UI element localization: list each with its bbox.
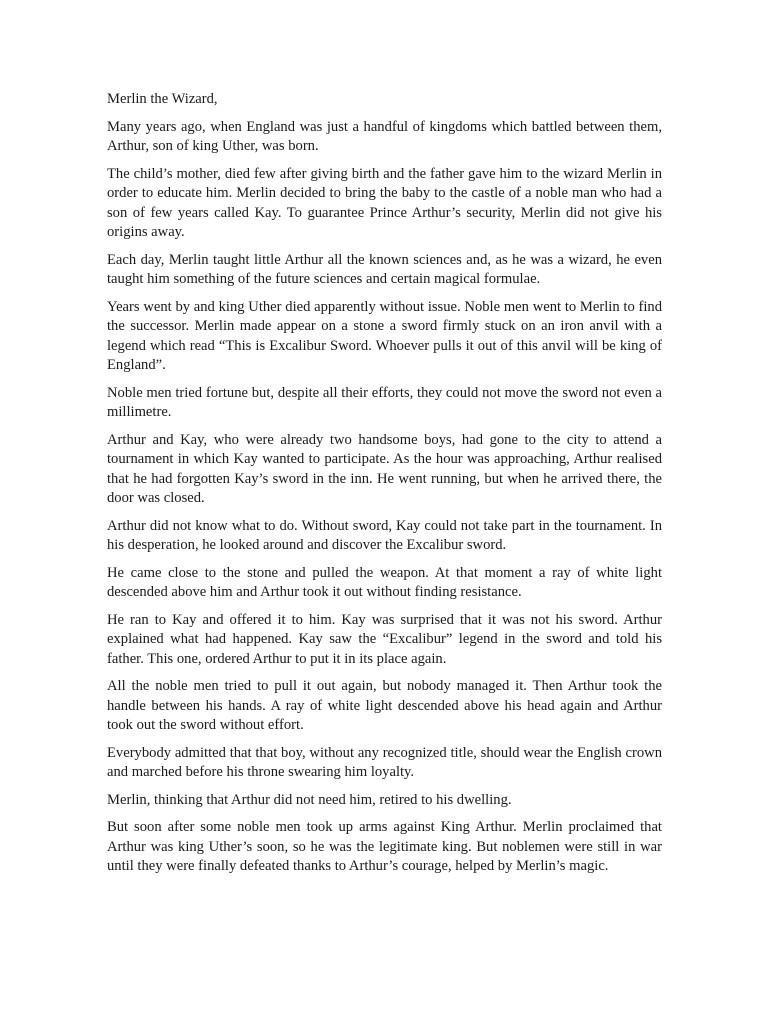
paragraph: Noble men tried fortune but, despite all their efforts, they could not move the sword not even a millimetre. [107,384,662,420]
paragraph: Arthur did not know what to do. Without sword, Kay could not take part in the tournament. In his desperation, he looked around and discover the Excalibur sword. [107,517,662,553]
paragraph: Many years ago, when England was just a handful of kingdoms which battled between them, Arthur, son of king Uther, was born. [107,118,662,154]
paragraph: But soon after some noble men took up arms against King Arthur. Merlin proclaimed that Arthur was king Uther’s soon, so he was the legitimate king. But noblemen were still in war until they were finally defeated thanks to Arthur’s courage, helped by Merlin’s magic. [107,819,662,874]
paragraph: The child’s mother, died few after giving birth and the father gave him to the wizard Merlin in order to educate him. Merlin decided to bring the baby to the castle of a noble man who had a son of few years called Kay. To guarantee Prince Arthur’s security, Merlin did not give his origins away. [107,165,662,240]
paragraph: All the noble men tried to pull it out again, but nobody managed it. Then Arthur took the handle between his hands. A ray of white light descended above his head again and Arthur took out the sword without effort. [107,678,662,733]
paragraph: Merlin, thinking that Arthur did not need him, retired to his dwelling. [107,791,512,808]
paragraph: Everybody admitted that that boy, without any recognized title, should wear the English crown and marched before his throne swearing him loyalty. [107,744,662,780]
paragraph: Years went by and king Uther died apparently without issue. Noble men went to Merlin to find the successor. Merlin made appear on a stone a sword firmly stuck on an iron anvil with a legend which read “This is Excalibur Sword. Whoever pulls it out of this anvil will be king of England”. [107,298,662,373]
paragraph: He ran to Kay and offered it to him. Kay was surprised that it was not his sword. Arthur explained what had happened. Kay saw the “Excalibur” legend in the sword and told his father. This one, ordered Arthur to put it in its place again. [107,611,662,667]
paragraph: He came close to the stone and pulled the weapon. At that moment a ray of white light descended above him and Arthur took it out without finding resistance. [107,564,662,600]
document-title: Merlin the Wizard, [107,91,218,107]
paragraph: Each day, Merlin taught little Arthur all the known sciences and, as he was a wizard, he even taught him something of the future sciences and certain magical formulae. [107,251,662,287]
paragraph: Arthur and Kay, who were already two handsome boys, had gone to the city to attend a tournament in which Kay wanted to participate. As the hour was approaching, Arthur realised that he had forgotten Kay’s sword in the inn. He went running, but when he arrived there, the door was closed. [107,431,662,506]
document-page [107,90,662,885]
